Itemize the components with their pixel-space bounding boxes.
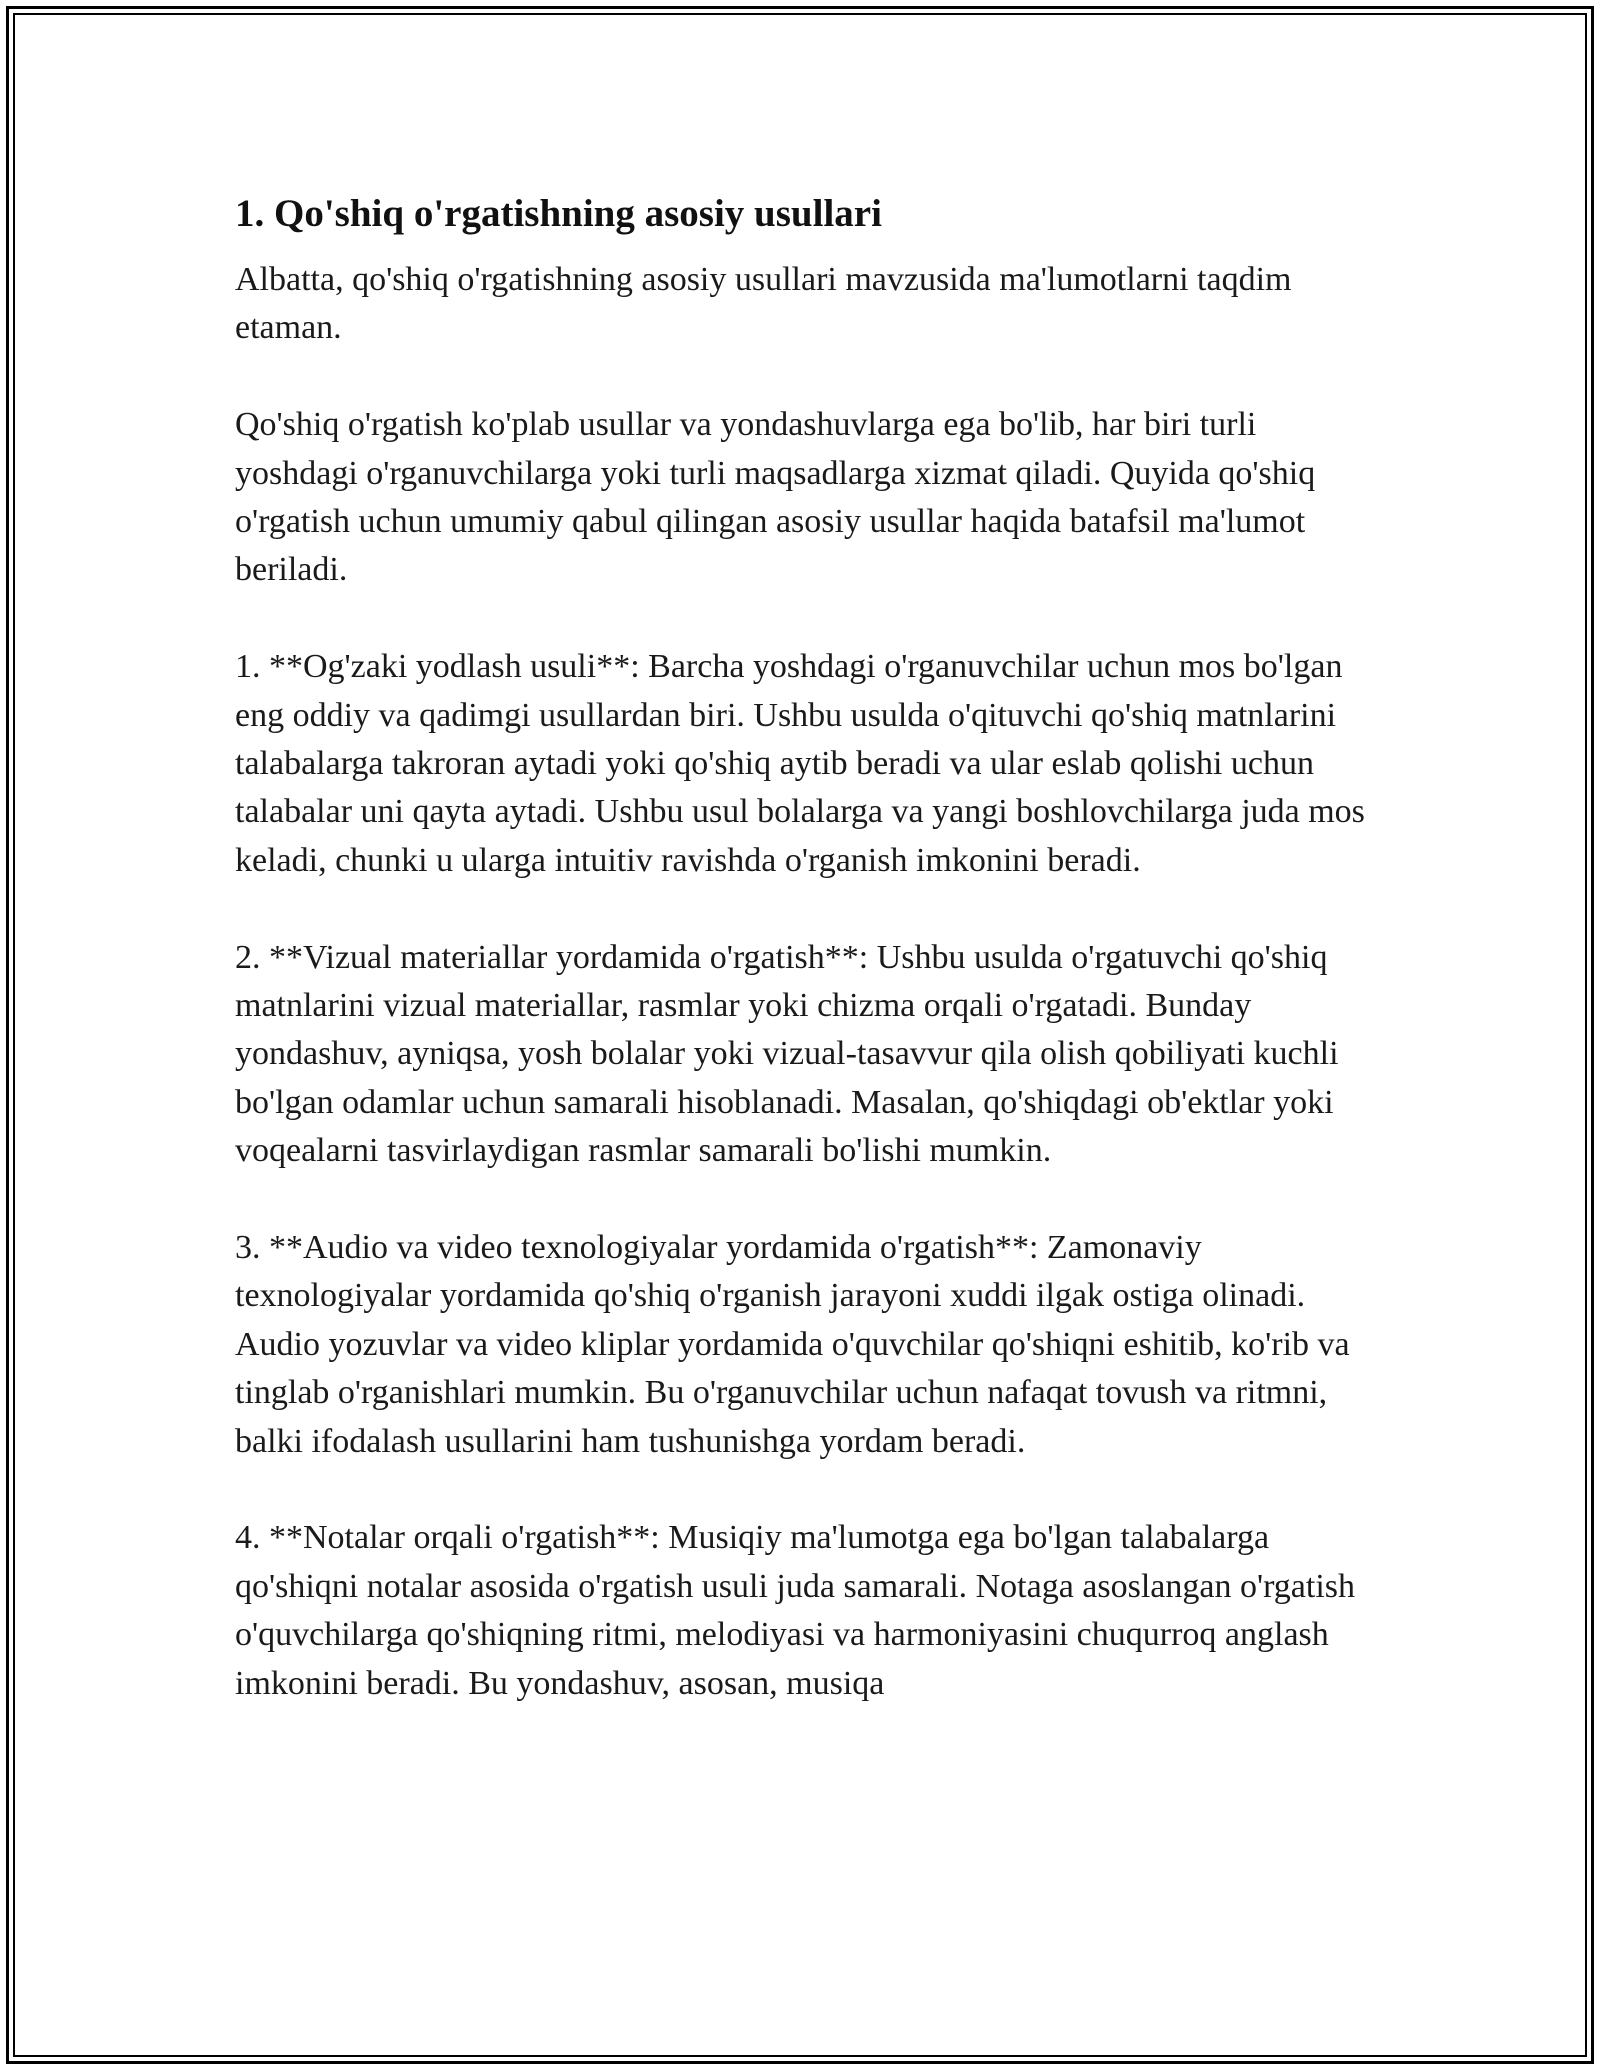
section-heading: 1. Qo'shiq o'rgatishning asosiy usullari [235, 192, 882, 235]
method-visual-materials: 2. **Vizual materiallar yordamida o'rgatish**: Ushbu usulda o'rgatuvchi qo'shiq matnlarini vizual materiallar, rasmlar yoki chizma orqali o'rgatadi. Bunday yondashuv, ayniqsa, yosh bolalar yoki vizual-tasavvur qila olish qobiliyati kuchli bo'lgan odamlar uchun samarali hisoblanadi. Masalan, qo'shiqdagi ob'ektlar yoki voqealarni tasvirlaydigan rasmlar samarali bo'lishi mumkin. [235, 938, 1339, 1170]
overview-paragraph: Qo'shiq o'rgatish ko'plab usullar va yondashuvlarga ega bo'lib, har biri turli yoshdagi o'rganuvchilarga yoki turli maqsadlarga xizmat qiladi. Quyida qo'shiq o'rgatish uchun umumiy qabul qilingan asosiy usullar haqida batafsil ma'lumot beriladi. [235, 406, 1316, 589]
method-audio-video: 3. **Audio va video texnologiyalar yordamida o'rgatish**: Zamonaviy texnologiyalar yordamida qo'shiq o'rganish jarayoni xuddi ilgak ostiga olinadi. Audio yozuvlar va video kliplar yordamida o'quvchilar qo'shiqni eshitib, ko'rib va tinglab o'rganishlari mumkin. Bu o'rganuvchilar uchun nafaqat tovush va ritmni, balki ifodalash usullarini ham tushunishga yordam beradi. [235, 1229, 1350, 1460]
method-oral-memorization: 1. **Og'zaki yodlash usuli**: Barcha yoshdagi o'rganuvchilar uchun mos bo'lgan eng oddiy va qadimgi usullardan biri. Ushbu usulda o'qituvchi qo'shiq matnlarini talabalarga takroran aytadi yoki qo'shiq aytib beradi va ular eslab qolishi uchun talabalar uni qayta aytadi. Ushbu usul bolalarga va yangi boshlovchilarga juda mos keladi, chunki u ularga intuitiv ravishda o'rganish imkonini beradi. [235, 648, 1365, 879]
document-page [235, 186, 1370, 1757]
intro-paragraph: Albatta, qo'shiq o'rgatishning asosiy usullari mavzusida ma'lumotlarni taqdim etaman. [235, 261, 1292, 347]
method-notation: 4. **Notalar orqali o'rgatish**: Musiqiy ma'lumotga ega bo'lgan talabalarga qo'shiqni notalar asosida o'rgatish usuli juda samarali. Notaga asoslangan o'rgatish o'quvchilarga qo'shiqning ritmi, melodiyasi va harmoniyasini chuqurroq anglash imkonini beradi. Bu yondashuv, asosan, musiqa [235, 1519, 1356, 1702]
